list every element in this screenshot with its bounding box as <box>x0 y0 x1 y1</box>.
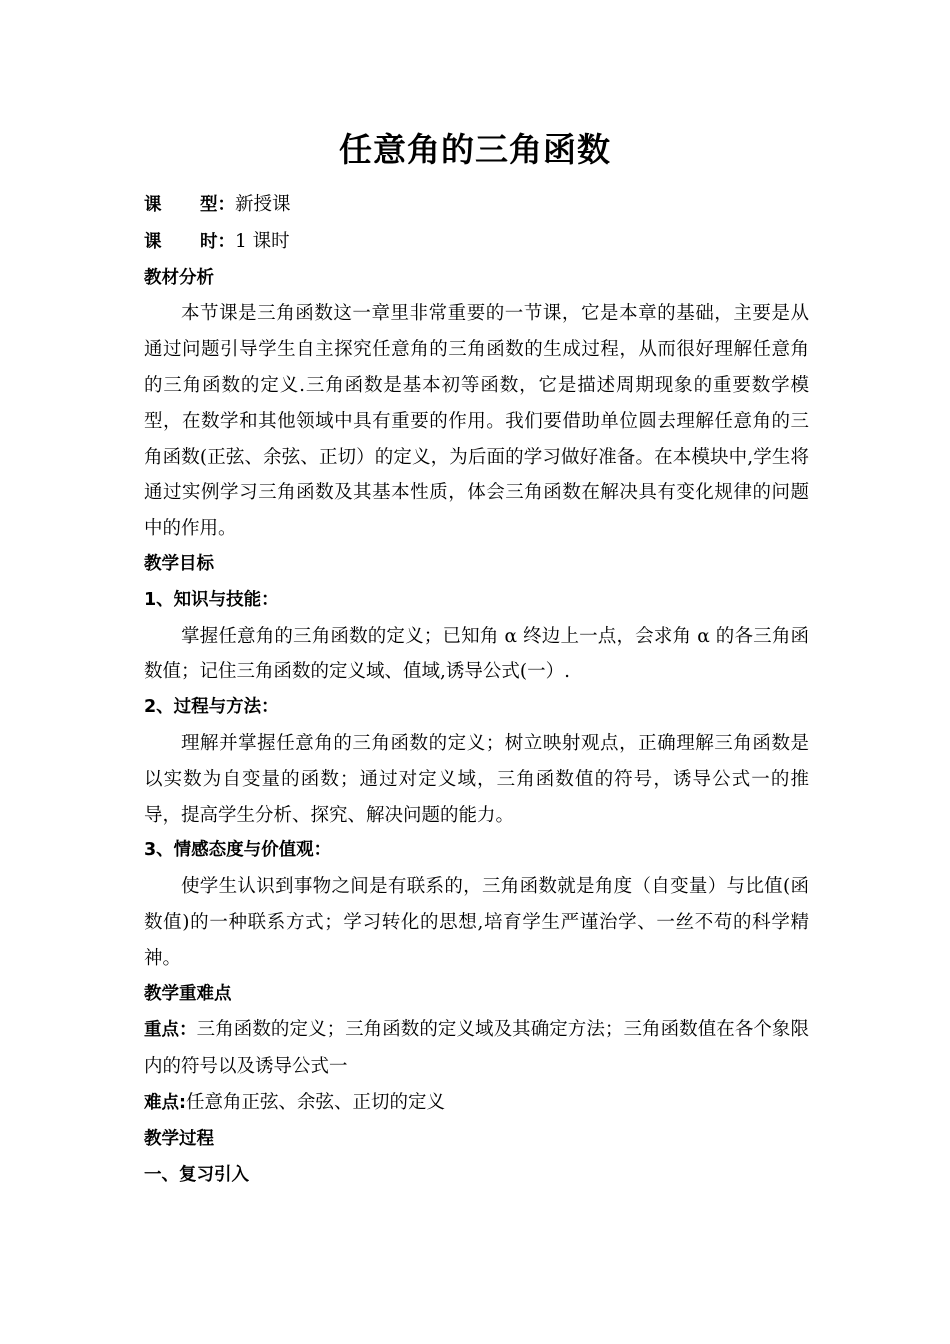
document-title: 任意角的三角函数 <box>339 130 611 169</box>
material-paragraph: 本节课是三角函数这一章里非常重要的一节课，它是本章的基础，主要是从通过问题引导学生自主探究任意角的三角函数的生成过程，从而很好理解任意角的三角函数的定义.三角函数是基本初等函数，它是描述周期现象的重要数学模型，在数学和其他领域中具有重要的作用。我们要借助单位圆去理解任意角的三角函数(正弦、余弦、正切）的定义，为后面的学习做好准备。在本模块中,学生将通过实例学习三角函数及其基本性质，体会三角函数在解决具有变化规律的问题中的作用。 <box>144 303 809 540</box>
goal-text-process: 理解并掌握任意角的三角函数的定义；树立映射观点，正确理解三角函数是以实数为自变量的函数；通过对定义域，三角函数值的符号，诱导公式一的推导，提高学生分析、探究、解决问题的能力。 <box>144 732 809 826</box>
meta-value: 新授课 <box>235 194 291 215</box>
goal-text-knowledge: 掌握任意角的三角函数的定义；已知角 α 终边上一点，会求角 α 的各三角函数值；记住三角函数的定义域、值域,诱导公式(一）. <box>144 625 809 683</box>
goal-heading-knowledge: 1、知识与技能： <box>144 589 279 610</box>
meta-lesson-type <box>144 187 809 224</box>
key-point-label: 重点： <box>144 1020 197 1041</box>
document-body <box>144 187 809 1193</box>
meta-lesson-time <box>144 224 809 261</box>
goal-heading-attitude: 3、情感态度与价值观： <box>144 840 332 861</box>
meta-value: 1 课时 <box>235 230 290 252</box>
section-heading-goals: 教学目标 <box>144 553 214 574</box>
meta-label-second: 时： <box>200 231 235 252</box>
section-heading-process: 教学过程 <box>144 1128 214 1149</box>
section-heading-material: 教材分析 <box>144 267 214 288</box>
goal-heading-process: 2、过程与方法： <box>144 697 279 718</box>
meta-label-first: 课 <box>144 231 162 252</box>
hard-point-label: 难点: <box>144 1092 186 1113</box>
hard-point-text: 任意角正弦、余弦、正切的定义 <box>186 1091 446 1113</box>
meta-label-second: 型： <box>200 195 235 215</box>
section-heading-keypoints: 教学重难点 <box>144 983 232 1004</box>
key-point-text: 三角函数的定义；三角函数的定义域及其确定方法；三角函数值在各个象限内的符号以及诱导公式一 <box>144 1019 809 1078</box>
hard-point <box>144 1085 809 1122</box>
process-step-review: 一、复习引入 <box>144 1164 249 1185</box>
key-point <box>144 1012 809 1085</box>
meta-label-first: 课 <box>144 195 162 215</box>
goal-text-attitude: 使学生认识到事物之间是有联系的，三角函数就是角度（自变量）与比值(函数值)的一种联系方式；学习转化的思想,培育学生严谨治学、一丝不苟的科学精神。 <box>144 876 809 969</box>
